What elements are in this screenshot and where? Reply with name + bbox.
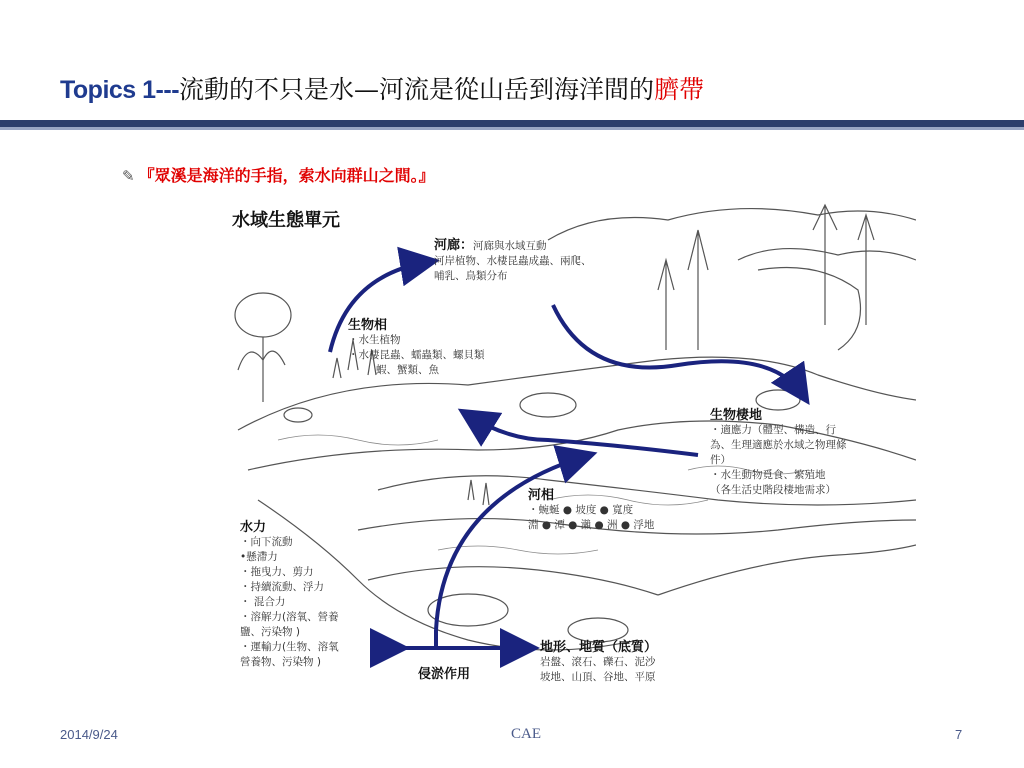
water-force-line-3: ・拖曳力、剪力 [240, 566, 314, 578]
pencil-icon: ✎ [122, 167, 135, 185]
quote-bullet [122, 163, 435, 186]
water-force-line-2: •懸滯力 [240, 551, 278, 563]
river-form-line-2: 淵 ● 潭 ● 瀨 ● 洲 ● 浮地 [528, 519, 655, 531]
slide-title [60, 70, 704, 110]
corridor-line-2: 哺乳、鳥類分布 [434, 270, 508, 282]
erosion-label: 侵淤作用 [418, 667, 471, 682]
biota-heading: 生物相 [348, 318, 388, 333]
title-topic-label: Topics 1--- [60, 76, 180, 104]
terrain-line-1: 岩盤、滾石、礫石、泥沙 [540, 656, 656, 668]
corridor-heading: 河廊： [434, 238, 474, 253]
terrain-block [540, 636, 657, 685]
river-form-line-1: ・蜿蜒 ● 坡度 ● 寬度 [528, 504, 634, 516]
corridor-block [434, 234, 592, 284]
slide-number: 7 [955, 727, 963, 742]
water-force-line-1: ・向下流動 [240, 536, 293, 548]
habitat-block [710, 404, 847, 498]
footer-center-text: CAE [511, 726, 541, 742]
habitat-line-1: ・適應力（體型、構造、行 [710, 424, 836, 436]
water-force-heading: 水力 [240, 520, 267, 535]
biota-line-3: 蝦、蟹類、魚 [376, 364, 439, 376]
river-form-block [528, 484, 654, 533]
title-main-text: 流動的不只是水—河流是從山岳到海洋間的 [179, 75, 655, 104]
aquatic-ecology-diagram [218, 200, 916, 705]
arrow-corridor-to-habitat [553, 305, 803, 395]
biota-block [348, 314, 485, 378]
water-force-line-9: 營養物、污染物 ) [240, 656, 321, 668]
terrain-heading: 地形、地質（底質） [540, 640, 658, 655]
habitat-line-5: （各生活史階段棲地需求） [710, 484, 836, 496]
corridor-subheading: 河廊與水域互動 [473, 240, 547, 252]
water-force-line-5: ・ 混合力 [240, 596, 286, 608]
water-force-line-7: 鹽、污染物 ) [240, 626, 300, 638]
water-force-block [240, 516, 339, 670]
biota-line-2: ・水棲昆蟲、蠕蟲類、螺貝類 [348, 349, 485, 361]
river-form-heading: 河相 [528, 488, 555, 503]
diagram-title: 水域生態單元 [232, 210, 340, 231]
habitat-line-2: 為、生理適應於水域之物理條 [710, 439, 847, 451]
habitat-line-4: ・水生動物覓食、繁殖地 [710, 469, 826, 481]
corridor-line-1: 河岸植物、水棲昆蟲成蟲、兩爬、 [434, 255, 592, 267]
terrain-line-2: 坡地、山頂、谷地、平原 [540, 671, 656, 683]
title-accent-text: 臍帶 [654, 75, 705, 104]
water-force-line-4: ・持續流動、浮力 [240, 581, 324, 593]
water-force-line-8: ・運輸力(生物、溶氧 [240, 641, 339, 653]
footer-date: 2014/9/24 [60, 727, 118, 742]
habitat-line-3: 件） [710, 454, 731, 466]
quote-text: 『眾溪是海洋的手指，索水向群山之間。』 [138, 166, 435, 185]
title-divider [0, 120, 1024, 132]
biota-line-1: ・水生植物 [348, 334, 401, 346]
water-force-line-6: ・溶解力(溶氧、營養 [240, 611, 339, 623]
habitat-heading: 生物棲地 [710, 408, 763, 423]
